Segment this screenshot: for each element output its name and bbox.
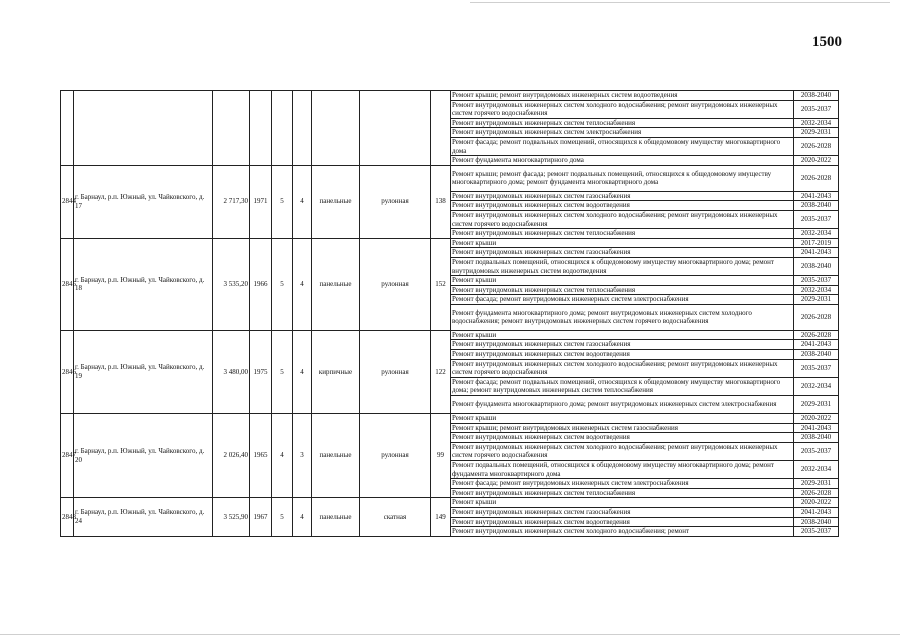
scan-edge-line: [0, 634, 900, 635]
work-period: 2026-2028: [794, 165, 839, 191]
work-description: Ремонт крыши: [451, 414, 794, 424]
entrances-cell: [293, 91, 312, 166]
work-description: Ремонт фундамента многоквартирного дома; ремонт внутридомовых инженерных систем электроснабжения: [451, 396, 794, 414]
year-built-cell: 1975: [250, 330, 272, 413]
floors-cell: [272, 91, 293, 166]
year-built-cell: 1967: [250, 498, 272, 536]
work-description: Ремонт крыши: [451, 276, 794, 286]
year-built-cell: 1965: [250, 414, 272, 498]
record-number: [61, 91, 74, 166]
work-period: 2035-2037: [794, 100, 839, 118]
work-description: Ремонт внутридомовых инженерных систем газоснабжения: [451, 507, 794, 517]
work-description: Ремонт крыши: [451, 238, 794, 248]
work-period: 2029-2031: [794, 396, 839, 414]
work-description: Ремонт внутридомовых инженерных систем водоотведения: [451, 433, 794, 443]
work-period: 2038-2040: [794, 517, 839, 527]
work-description: Ремонт внутридомовых инженерных систем газоснабжения: [451, 340, 794, 350]
work-description: Ремонт подвальных помещений, относящихся к общедомовому имуществу многоквартирного дома; ремонт фундамента многоквартирного дома: [451, 461, 794, 479]
residents-cell: 122: [431, 330, 451, 413]
address-cell: г. Барнаул, р.п. Южный, ул. Чайковского, д. 20: [74, 414, 213, 498]
work-period: 2020-2022: [794, 414, 839, 424]
entrances-cell: 3: [293, 414, 312, 498]
work-description: Ремонт внутридомовых инженерных систем водоотведения: [451, 201, 794, 211]
entrances-cell: 4: [293, 330, 312, 413]
floors-cell: 5: [272, 330, 293, 413]
area-cell: 2 026,40: [213, 414, 250, 498]
table-body: [61, 91, 839, 537]
work-period: 2041-2043: [794, 423, 839, 433]
address-cell: г. Барнаул, р.п. Южный, ул. Чайковского, д. 17: [74, 165, 213, 238]
roof-type-cell: рулонная: [360, 165, 431, 238]
work-period: 2020-2022: [794, 156, 839, 166]
work-period: 2035-2037: [794, 210, 839, 228]
work-description: Ремонт фасада; ремонт внутридомовых инженерных систем электроснабжения: [451, 479, 794, 489]
area-cell: 2 717,30: [213, 165, 250, 238]
work-period: 2032-2034: [794, 461, 839, 479]
work-period: 2038-2040: [794, 433, 839, 443]
table-row: [61, 165, 839, 191]
year-built-cell: 1966: [250, 238, 272, 330]
record-number: 2845: [61, 238, 74, 330]
work-description: Ремонт фундамента многоквартирного дома; ремонт внутридомовых инженерных систем холодного водоснабжения; ремонт внутридомовых инженерных систем горячего водоснабжения: [451, 304, 794, 330]
address-cell: г. Барнаул, р.п. Южный, ул. Чайковского, д. 18: [74, 238, 213, 330]
work-description: Ремонт внутридомовых инженерных систем теплоснабжения: [451, 488, 794, 498]
work-period: 2041-2043: [794, 340, 839, 350]
work-period: 2029-2031: [794, 295, 839, 305]
work-description: Ремонт внутридомовых инженерных систем газоснабжения: [451, 248, 794, 258]
page-number: 1500: [812, 34, 842, 50]
work-description: Ремонт внутридомовых инженерных систем холодного водоснабжения; ремонт: [451, 527, 794, 537]
wall-material-cell: [312, 91, 360, 166]
residents-cell: 138: [431, 165, 451, 238]
work-period: 2038-2040: [794, 350, 839, 360]
residents-cell: 99: [431, 414, 451, 498]
work-period: 2020-2022: [794, 498, 839, 508]
work-period: 2035-2037: [794, 527, 839, 537]
work-period: 2032-2034: [794, 285, 839, 295]
work-description: Ремонт крыши; ремонт фасада; ремонт подвальных помещений, относящихся к общедомовому имуществу многоквартирного дома; ремонт фундамента многоквартирного дома: [451, 165, 794, 191]
floors-cell: 5: [272, 498, 293, 536]
work-period: 2026-2028: [794, 488, 839, 498]
floors-cell: 5: [272, 165, 293, 238]
work-period: 2029-2031: [794, 479, 839, 489]
year-built-cell: 1971: [250, 165, 272, 238]
work-period: 2035-2037: [794, 442, 839, 460]
area-cell: [213, 91, 250, 166]
work-period: 2041-2043: [794, 191, 839, 201]
table-row: [61, 498, 839, 508]
work-description: Ремонт внутридомовых инженерных систем теплоснабжения: [451, 229, 794, 239]
work-description: Ремонт внутридомовых инженерных систем газоснабжения: [451, 191, 794, 201]
year-built-cell: [250, 91, 272, 166]
work-description: Ремонт внутридомовых инженерных систем теплоснабжения: [451, 118, 794, 128]
entrances-cell: 4: [293, 165, 312, 238]
table-row: [61, 91, 839, 101]
wall-material-cell: панельные: [312, 165, 360, 238]
wall-material-cell: панельные: [312, 498, 360, 536]
record-number: 2847: [61, 414, 74, 498]
record-number: 2846: [61, 330, 74, 413]
work-period: 2032-2034: [794, 377, 839, 395]
work-period: 2038-2040: [794, 91, 839, 101]
roof-type-cell: скатная: [360, 498, 431, 536]
area-cell: 3 525,90: [213, 498, 250, 536]
floors-cell: 4: [272, 414, 293, 498]
wall-material-cell: панельные: [312, 414, 360, 498]
work-period: 2017-2019: [794, 238, 839, 248]
work-description: Ремонт внутридомовых инженерных систем водоотведения: [451, 517, 794, 527]
work-description: Ремонт фасада; ремонт подвальных помещений, относящихся к общедомовому имуществу многоквартирного дома: [451, 137, 794, 155]
work-description: Ремонт внутридомовых инженерных систем холодного водоснабжения; ремонт внутридомовых инженерных систем горячего водоснабжения: [451, 442, 794, 460]
work-period: 2029-2031: [794, 128, 839, 138]
floors-cell: 5: [272, 238, 293, 330]
wall-material-cell: кирпичные: [312, 330, 360, 413]
work-description: Ремонт фасада; ремонт подвальных помещений, относящихся к общедомовому имуществу многоквартирного дома; ремонт внутридомовых инженерных систем теплоснабжения: [451, 377, 794, 395]
housing-register-table: [60, 90, 839, 537]
roof-type-cell: рулонная: [360, 330, 431, 413]
wall-material-cell: панельные: [312, 238, 360, 330]
table-row: [61, 238, 839, 248]
work-description: Ремонт крыши; ремонт внутридомовых инженерных систем водоотведения: [451, 91, 794, 101]
work-period: 2035-2037: [794, 276, 839, 286]
work-description: Ремонт крыши: [451, 498, 794, 508]
work-description: Ремонт подвальных помещений, относящихся к общедомовому имуществу многоквартирного дома; ремонт внутридомовых инженерных систем водоотведения: [451, 257, 794, 275]
work-period: 2026-2028: [794, 137, 839, 155]
residents-cell: 149: [431, 498, 451, 536]
scan-edge-line: [470, 2, 890, 3]
work-description: Ремонт фундамента многоквартирного дома: [451, 156, 794, 166]
work-description: Ремонт внутридомовых инженерных систем электроснабжения: [451, 128, 794, 138]
address-cell: [74, 91, 213, 166]
entrances-cell: 4: [293, 238, 312, 330]
work-period: 2032-2034: [794, 118, 839, 128]
table-row: [61, 414, 839, 424]
residents-cell: [431, 91, 451, 166]
table-row: [61, 330, 839, 340]
work-period: 2038-2040: [794, 257, 839, 275]
area-cell: 3 535,20: [213, 238, 250, 330]
entrances-cell: 4: [293, 498, 312, 536]
work-description: Ремонт крыши; ремонт внутридомовых инженерных систем газоснабжения: [451, 423, 794, 433]
roof-type-cell: [360, 91, 431, 166]
roof-type-cell: рулонная: [360, 414, 431, 498]
work-description: Ремонт внутридомовых инженерных систем водоотведения: [451, 350, 794, 360]
work-description: Ремонт внутридомовых инженерных систем холодного водоснабжения; ремонт внутридомовых инженерных систем горячего водоснабжения: [451, 359, 794, 377]
address-cell: г. Барнаул, р.п. Южный, ул. Чайковского, д. 19: [74, 330, 213, 413]
work-period: 2032-2034: [794, 229, 839, 239]
work-description: Ремонт внутридомовых инженерных систем холодного водоснабжения; ремонт внутридомовых инженерных систем горячего водоснабжения: [451, 210, 794, 228]
record-number: 2848: [61, 498, 74, 536]
record-number: 2844: [61, 165, 74, 238]
work-period: 2035-2037: [794, 359, 839, 377]
work-period: 2026-2028: [794, 304, 839, 330]
work-description: Ремонт крыши: [451, 330, 794, 340]
address-cell: г. Барнаул, р.п. Южный, ул. Чайковского, д. 24: [74, 498, 213, 536]
work-period: 2041-2043: [794, 507, 839, 517]
area-cell: 3 480,00: [213, 330, 250, 413]
work-period: 2038-2040: [794, 201, 839, 211]
work-description: Ремонт фасада; ремонт внутридомовых инженерных систем электроснабжения: [451, 295, 794, 305]
roof-type-cell: рулонная: [360, 238, 431, 330]
work-period: 2041-2043: [794, 248, 839, 258]
residents-cell: 152: [431, 238, 451, 330]
work-description: Ремонт внутридомовых инженерных систем холодного водоснабжения; ремонт внутридомовых инженерных систем горячего водоснабжения: [451, 100, 794, 118]
work-period: 2026-2028: [794, 330, 839, 340]
work-description: Ремонт внутридомовых инженерных систем теплоснабжения: [451, 285, 794, 295]
